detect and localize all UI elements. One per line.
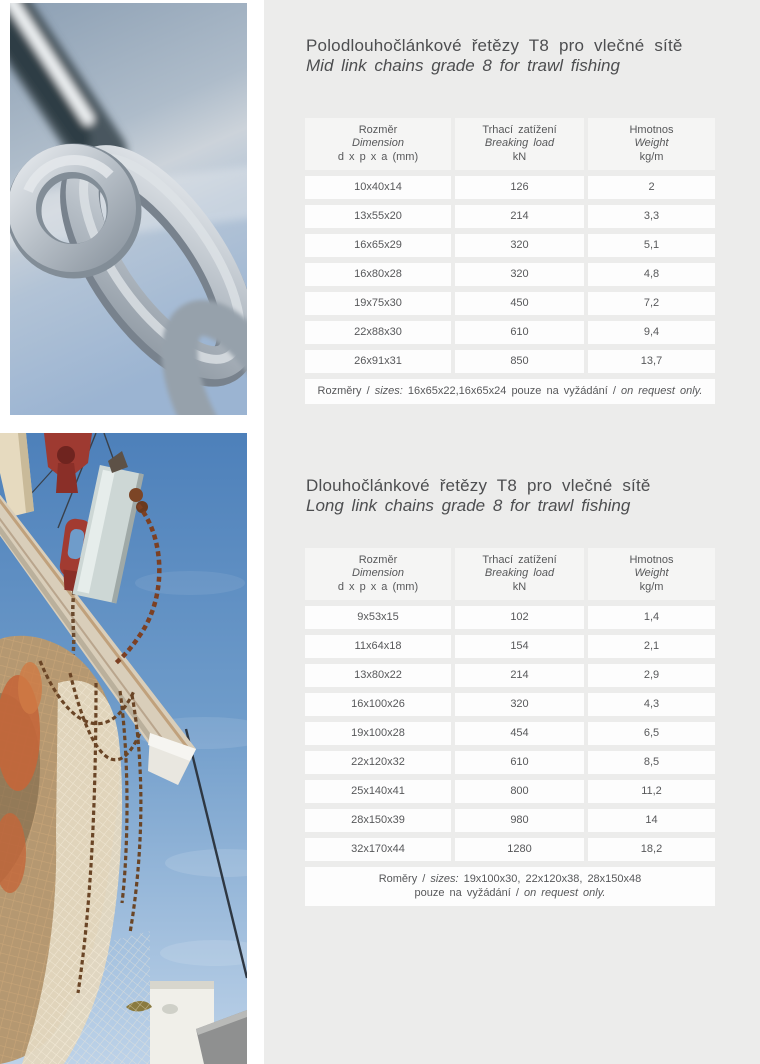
dimension-cell: 10x40x14: [305, 176, 451, 199]
breaking-load-cell: 610: [455, 321, 584, 344]
header-line-en: Weight: [634, 137, 669, 150]
table-row: [305, 693, 715, 716]
dimension-cell: 26x91x31: [305, 350, 451, 373]
table-row: [305, 722, 715, 745]
breaking-load-cell: 1280: [455, 838, 584, 861]
breaking-load-cell: 154: [455, 635, 584, 658]
dimension-cell: 9x53x15: [305, 606, 451, 629]
footnote-czech-label: Roměry /: [378, 873, 431, 885]
table-row: [305, 606, 715, 629]
weight-cell: 14: [588, 809, 715, 832]
title-czech: Polodlouhočlánkové řetězy T8 pro vlečné sítě: [306, 36, 683, 55]
breaking-load-cell: 850: [455, 350, 584, 373]
header-line-en: Weight: [634, 567, 669, 580]
header-line-cs: Trhací zatížení: [482, 553, 557, 566]
col-header-breaking-load: [455, 118, 584, 170]
weight-cell: 4,3: [588, 693, 715, 716]
header-line-cs: Trhací zatížení: [482, 123, 557, 136]
weight-cell: 9,4: [588, 321, 715, 344]
dimension-cell: 22x88x30: [305, 321, 451, 344]
title-english: Mid link chains grade 8 for trawl fishing: [306, 56, 620, 75]
header-line-unit: d x p x a (mm): [337, 580, 419, 593]
table-row: [305, 635, 715, 658]
footnote-czech-label: Rozměry /: [317, 385, 375, 397]
footnote-czech-text: pouze na vyžádání /: [414, 887, 525, 899]
weight-cell: 7,2: [588, 292, 715, 315]
col-header-weight: [588, 548, 715, 600]
header-line-unit: d x p x a (mm): [337, 150, 419, 163]
header-line-en: Breaking load: [484, 567, 555, 580]
header-line-unit: kN: [512, 150, 527, 163]
table-row: [305, 176, 715, 199]
breaking-load-cell: 126: [455, 176, 584, 199]
weight-cell: 11,2: [588, 780, 715, 803]
breaking-load-cell: 980: [455, 809, 584, 832]
table-header-row: [305, 118, 715, 170]
dimension-cell: 16x100x26: [305, 693, 451, 716]
col-header-weight: [588, 118, 715, 170]
table-row: [305, 263, 715, 286]
mid-link-table: [305, 118, 715, 404]
table-row: [305, 809, 715, 832]
table-header-row: [305, 548, 715, 600]
header-line-en: Breaking load: [484, 137, 555, 150]
table-row: [305, 838, 715, 861]
long-link-section-title: [306, 476, 746, 516]
table-row: [305, 292, 715, 315]
header-line-cs: Rozměr: [358, 123, 398, 136]
header-line-cs: Rozměr: [358, 553, 398, 566]
breaking-load-cell: 450: [455, 292, 584, 315]
col-header-breaking-load: [455, 548, 584, 600]
weight-cell: 4,8: [588, 263, 715, 286]
dimension-cell: 19x100x28: [305, 722, 451, 745]
dimension-cell: 16x80x28: [305, 263, 451, 286]
breaking-load-cell: 320: [455, 263, 584, 286]
dimension-cell: 28x150x39: [305, 809, 451, 832]
weight-cell: 2: [588, 176, 715, 199]
breaking-load-cell: 800: [455, 780, 584, 803]
header-line-cs: Hmotnos: [629, 553, 674, 566]
weight-cell: 8,5: [588, 751, 715, 774]
dimension-cell: 11x64x18: [305, 635, 451, 658]
footnote-line-2: [305, 886, 715, 900]
footnote-body: 16x65x22,16x65x24 pouze na vyžádání /: [402, 385, 621, 397]
table-footnote: [305, 379, 715, 404]
dimension-cell: 32x170x44: [305, 838, 451, 861]
footnote-line-1: [305, 872, 715, 886]
footnote-sizes-label: sizes:: [430, 873, 459, 885]
breaking-load-cell: 214: [455, 205, 584, 228]
breaking-load-cell: 610: [455, 751, 584, 774]
dimension-cell: 22x120x32: [305, 751, 451, 774]
title-czech: Dlouhočlánkové řetězy T8 pro vlečné sítě: [306, 476, 651, 495]
table-row: [305, 321, 715, 344]
table-row: [305, 664, 715, 687]
dimension-cell: 13x55x20: [305, 205, 451, 228]
footnote-on-request: on request only.: [620, 385, 703, 397]
breaking-load-cell: 214: [455, 664, 584, 687]
trawler-nets-photo: [0, 433, 247, 1064]
table-row: [305, 350, 715, 373]
dimension-cell: 16x65x29: [305, 234, 451, 257]
col-header-dimension: [305, 548, 451, 600]
table-row: [305, 751, 715, 774]
footnote-on-request: on request only.: [524, 887, 606, 899]
weight-cell: 1,4: [588, 606, 715, 629]
footnote-body: 19x100x30, 22x120x38, 28x150x48: [458, 873, 642, 885]
header-line-unit: kN: [512, 580, 527, 593]
long-link-table: [305, 548, 715, 906]
table-footnote: [305, 867, 715, 906]
weight-cell: 6,5: [588, 722, 715, 745]
weight-cell: 13,7: [588, 350, 715, 373]
dimension-cell: 19x75x30: [305, 292, 451, 315]
dimension-cell: 25x140x41: [305, 780, 451, 803]
breaking-load-cell: 320: [455, 234, 584, 257]
header-line-unit: kg/m: [639, 150, 664, 163]
breaking-load-cell: 320: [455, 693, 584, 716]
content-panel: [264, 0, 760, 1064]
weight-cell: 3,3: [588, 205, 715, 228]
table-body: [305, 606, 715, 861]
weight-cell: 2,1: [588, 635, 715, 658]
col-header-dimension: [305, 118, 451, 170]
table-row: [305, 234, 715, 257]
dimension-cell: 13x80x22: [305, 664, 451, 687]
trawler-nets-illustration: [0, 433, 247, 1064]
weight-cell: 5,1: [588, 234, 715, 257]
table-body: [305, 176, 715, 373]
header-line-en: Dimension: [352, 137, 404, 150]
table-row: [305, 780, 715, 803]
weight-cell: 2,9: [588, 664, 715, 687]
breaking-load-cell: 454: [455, 722, 584, 745]
chain-closeup-illustration: [10, 3, 247, 415]
weight-cell: 18,2: [588, 838, 715, 861]
mid-link-section-title: [306, 36, 746, 76]
chain-closeup-photo: [10, 3, 247, 415]
table-row: [305, 205, 715, 228]
header-line-unit: kg/m: [639, 580, 664, 593]
breaking-load-cell: 102: [455, 606, 584, 629]
footnote-sizes-label: sizes:: [374, 385, 403, 397]
title-english: Long link chains grade 8 for trawl fishing: [306, 496, 631, 515]
header-line-cs: Hmotnos: [629, 123, 674, 136]
header-line-en: Dimension: [352, 567, 404, 580]
